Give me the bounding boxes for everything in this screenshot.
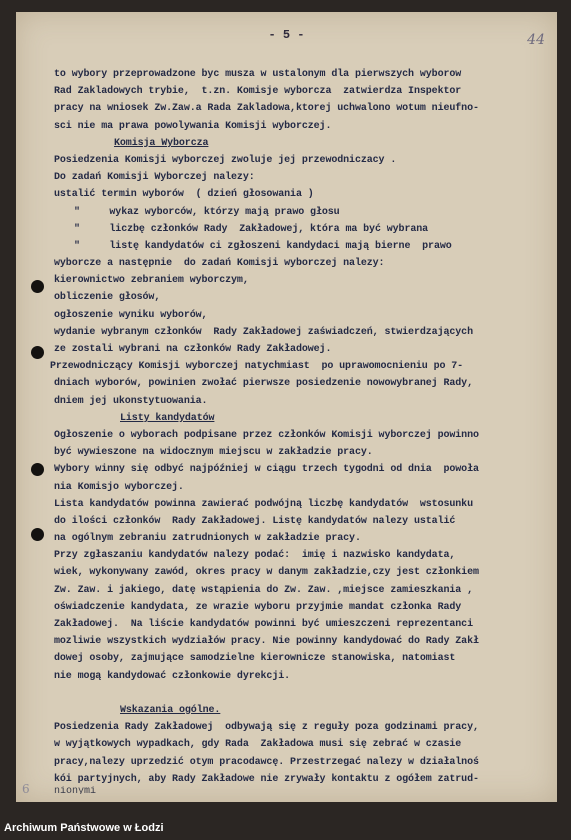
text-line: Przy zgłaszaniu kandydatów nalezy podać: imię i nazwisko kandydata, (54, 550, 456, 562)
text-line: ogłoszenie wyniku wyborów, (54, 309, 208, 321)
text-line: pracy,nalezy uprzedzić otym pracodawcę. Przestrzegać nalezy w działalnoś (54, 756, 479, 768)
text-line: Posiedzenia Rady Zakładowej odbywają się z reguły poza godzinami pracy, (54, 722, 479, 734)
punch-hole (31, 346, 44, 359)
text-line: dniem jej ukonstytuowania. (54, 395, 208, 407)
text-line: w wyjątkowych wypadkach, gdy Rada Zakładowa musi się zebrać w czasie (54, 739, 462, 751)
text-line: Posiedzenia Komisji wyborczej zwoluje jej przewodniczacy . (54, 154, 397, 166)
text-line: nie mogą kandydować członkowie dyrekcji. (54, 670, 291, 682)
text-line: kierownictwo zebraniem wyborczym, (54, 275, 249, 287)
text-line: Rad Zakladowych trybie, t.zn. Komisje wyborcza zatwierdza Inspektor (54, 86, 462, 98)
text-line: na ogólnym zebraniu zatrudnionych w zakładzie pracy. (54, 533, 361, 545)
document-body (50, 66, 546, 788)
text-line (54, 685, 546, 702)
text-line: być wywieszone na widocznym miejscu w zakładzie pracy. (54, 447, 373, 459)
text-line: pracy na wniosek Zw.Zaw.a Rada Zakladowa,ktorej uchwalono wotum nieufno- (54, 103, 479, 115)
text-line: dniach wyborów, powinien zwołać pierwsze posiedzenie nowowybranej Rady, (54, 378, 473, 390)
text-line: dowej osoby, zajmujące samodzielne kierownicze stanowiska, natomiast (54, 653, 456, 665)
text-line: wydanie wybranym członków Rady Zakładowej zaświadczeń, stwierdzających (54, 326, 473, 338)
text-line: Do zadań Komisji Wyborczej nalezy: (54, 172, 255, 184)
text-line: Ogłoszenie o wyborach podpisane przez członków Komisji wyborczej powinno (54, 429, 479, 441)
text-line: " wykaz wyborców, którzy mają prawo głosu (74, 206, 340, 218)
page-number: - 5 - (268, 28, 305, 42)
text-line: to wybory przeprowadzone byc musza w ustalonym dla pierwszych wyborow (54, 69, 462, 80)
text-line: nia Komisjo wyborczej. (54, 481, 184, 493)
text-line: wyborcze a następnie do zadań Komisji wyborczej nalezy: (54, 258, 385, 270)
punch-hole (31, 280, 44, 293)
text-line: wiek, wykonywany zawód, okres pracy w danym zakładzie,czy jest członkiem (54, 567, 479, 579)
text-line: oświadczenie kandydata, ze wrazie wyboru przyjmie mandat członka Rady (54, 601, 462, 613)
text-line: Zakładowej. Na liście kandydatów powinni być umieszczeni reprezentanci (54, 619, 473, 630)
archive-name: Archiwum Państwowe w Łodzi (4, 822, 164, 834)
text-line: mozliwie wszystkich wydziałów pracy. Nie powinny kandydować do Rady Zakł (54, 636, 479, 648)
punch-hole (31, 463, 44, 476)
text-line: ze zostali wybrani na członków Rady Zakładowej. (54, 344, 332, 355)
document-page (16, 12, 557, 802)
text-line: ustalić termin wyborów ( dzień głosowania ) (54, 189, 314, 201)
section-heading: Wskazania ogólne. (120, 704, 221, 716)
text-line: obliczenie głosów, (54, 292, 161, 304)
text-line: Lista kandydatów powinna zawierać podwójną liczbę kandydatów wstosunku (54, 498, 473, 510)
section-heading: Listy kandydatów (120, 412, 215, 424)
archive-footer (0, 805, 571, 840)
section-heading: Komisja Wyborcza (114, 137, 209, 149)
text-line: sci nie ma prawa powolywania Komisji wyborczej. (54, 120, 332, 132)
text-line: " listę kandydatów ci zgłoszeni kandydaci mają bierne prawo (74, 240, 452, 252)
text-line: kói partyjnych, aby Rady Zakładowe nie zrywały kontaktu z ogółem zatrud- (54, 773, 479, 785)
pencil-mark: 6 (22, 782, 30, 796)
text-line: " liczbę członków Rady Zakładowej, która ma być wybrana (74, 223, 429, 235)
cut-off-line: nionymi (54, 786, 97, 794)
text-line: Zw. Zaw. i jakiego, datę wstąpienia do Zw. Zaw. ,miejsce zamieszkania , (54, 584, 473, 596)
punch-hole (31, 528, 44, 541)
text-line: Przewodniczący Komisji wyborczej natychmiast po uprawomocnieniu po 7- (50, 361, 464, 373)
text-line: do ilości członków Rady Zakładowej. Listę kandydatów nalezy ustalić (54, 515, 456, 527)
handwritten-page-number: 44 (527, 32, 545, 48)
text-line: Wybory winny się odbyć najpóźniej w ciągu trzech tygodni od dnia powoła (54, 464, 479, 476)
